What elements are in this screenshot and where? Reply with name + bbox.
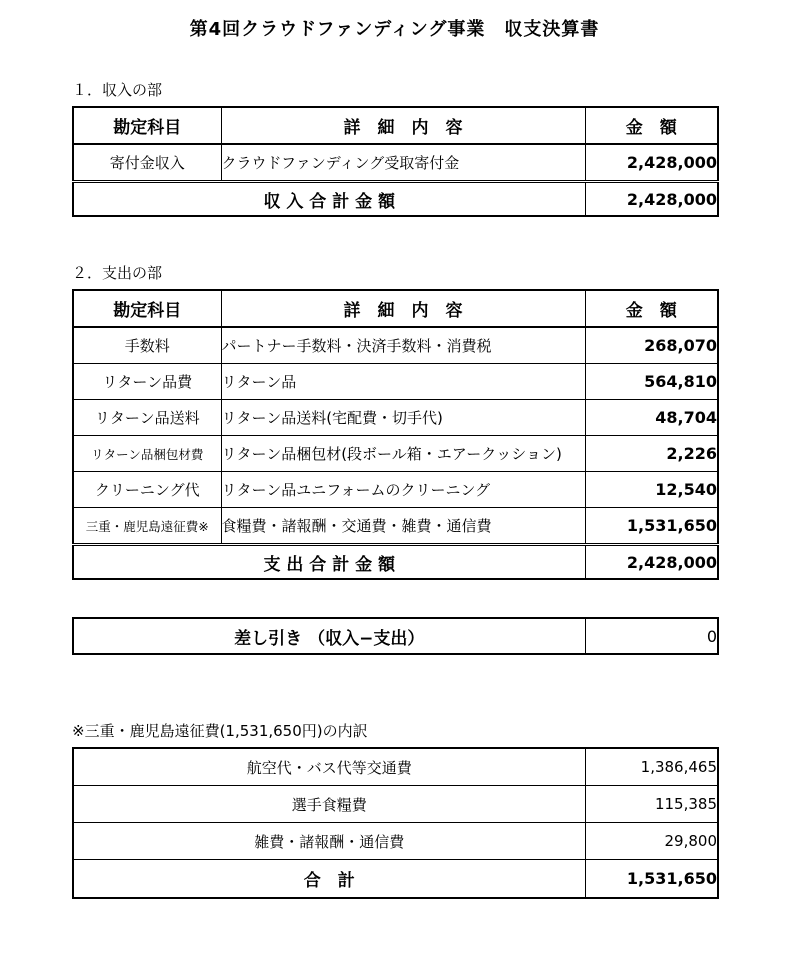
- expense-total-label: 支 出 合 計 金 額: [73, 545, 585, 580]
- breakdown-row: [73, 786, 718, 823]
- amount-header-cell: 金 額: [585, 290, 718, 327]
- balance-row: [73, 618, 718, 654]
- expense-row: [73, 472, 718, 508]
- detail-cell: パートナー手数料・決済手数料・消費税: [221, 327, 585, 364]
- amount-cell: 2,428,000: [585, 144, 718, 182]
- income-section-label: １．収入の部: [72, 81, 163, 99]
- account-cell: リターン品送料: [73, 400, 221, 436]
- account-cell: 手数料: [73, 327, 221, 364]
- account-cell: 寄付金収入: [73, 144, 221, 182]
- income-total-amount: 2,428,000: [585, 182, 718, 217]
- breakdown-note: ※三重・鹿児島遠征費(1,531,650円)の内訳: [72, 722, 368, 740]
- breakdown-label-cell: 選手食糧費: [73, 786, 585, 823]
- detail-cell: リターン品梱包材(段ボール箱・エアークッション): [221, 436, 585, 472]
- expense-row: [73, 327, 718, 364]
- breakdown-amount-cell: 1,386,465: [585, 748, 718, 786]
- income-header-row: [73, 107, 718, 144]
- expense-header-row: [73, 290, 718, 327]
- income-total-row: [73, 182, 718, 217]
- detail-header-cell: 詳 細 内 容: [221, 290, 585, 327]
- detail-cell: 食糧費・諸報酬・交通費・雑費・通信費: [221, 508, 585, 545]
- breakdown-label-cell: 航空代・バス代等交通費: [73, 748, 585, 786]
- expense-section-label: ２．支出の部: [72, 264, 163, 282]
- breakdown-amount-cell: 115,385: [585, 786, 718, 823]
- detail-cell: リターン品ユニフォームのクリーニング: [221, 472, 585, 508]
- detail-header-cell: 詳 細 内 容: [221, 107, 585, 144]
- income-row: [73, 144, 718, 182]
- amount-header-cell: 金 額: [585, 107, 718, 144]
- amount-cell: 2,226: [585, 436, 718, 472]
- expense-total-amount: 2,428,000: [585, 545, 718, 580]
- breakdown-total-amount: 1,531,650: [585, 860, 718, 899]
- expense-row: [73, 436, 718, 472]
- balance-table: [72, 617, 719, 655]
- amount-cell: 564,810: [585, 364, 718, 400]
- account-cell: 三重・鹿児島遠征費※: [73, 508, 221, 545]
- expense-table: [72, 289, 719, 580]
- income-total-label: 収 入 合 計 金 額: [73, 182, 585, 217]
- expense-row: [73, 364, 718, 400]
- document-title: 第4回クラウドファンディング事業 収支決算書: [189, 19, 600, 40]
- account-cell: リターン品費: [73, 364, 221, 400]
- account-cell: リターン品梱包材費: [73, 436, 221, 472]
- account-header-cell: 勘定科目: [73, 290, 221, 327]
- detail-cell: リターン品: [221, 364, 585, 400]
- breakdown-label-cell: 雑費・諸報酬・通信費: [73, 823, 585, 860]
- breakdown-row: [73, 823, 718, 860]
- expense-total-row: [73, 545, 718, 580]
- breakdown-table: [72, 747, 719, 899]
- expense-row: [73, 400, 718, 436]
- breakdown-total-label: 合 計: [73, 860, 585, 899]
- breakdown-amount-cell: 29,800: [585, 823, 718, 860]
- breakdown-total-row: [73, 860, 718, 899]
- amount-cell: 48,704: [585, 400, 718, 436]
- breakdown-row: [73, 748, 718, 786]
- account-header-cell: 勘定科目: [73, 107, 221, 144]
- amount-cell: 12,540: [585, 472, 718, 508]
- balance-amount: 0: [585, 618, 718, 654]
- balance-label: 差し引き （収入−支出）: [73, 618, 585, 654]
- expense-row: [73, 508, 718, 545]
- account-cell: クリーニング代: [73, 472, 221, 508]
- amount-cell: 1,531,650: [585, 508, 718, 545]
- detail-cell: リターン品送料(宅配費・切手代): [221, 400, 585, 436]
- amount-cell: 268,070: [585, 327, 718, 364]
- income-table: [72, 106, 719, 217]
- detail-cell: クラウドファンディング受取寄付金: [221, 144, 585, 182]
